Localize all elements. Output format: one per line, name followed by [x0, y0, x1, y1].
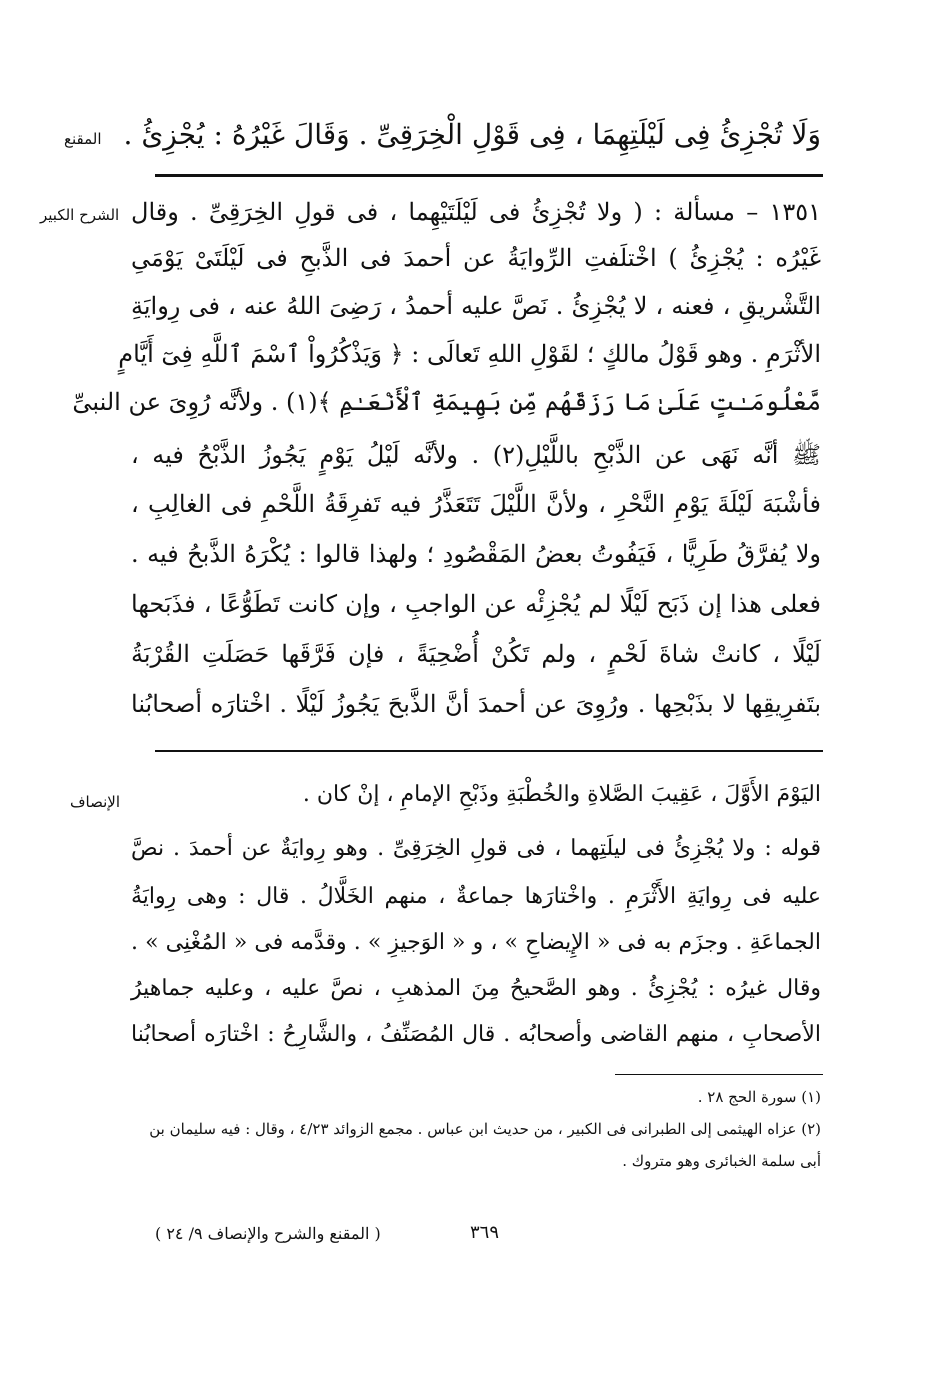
matn-divider: [155, 174, 823, 177]
sharh-line: الأثْرَمِ . وهو قَوْلُ مالكٍ ؛ لقَوْلِ اللهِ تَعالَى : ﴿ وَيَذْكُرُواْ ٱسْمَ ٱللَّهِ فِىٓ أَيَّامٍ: [118, 340, 821, 368]
page-number: ٣٦٩: [470, 1222, 500, 1243]
side-label-muqni: المقنع: [64, 130, 102, 148]
footnote: (١) سورة الحج ٢٨ .: [697, 1088, 821, 1106]
side-label-insaf: الإنصاف: [70, 793, 121, 811]
sharh-line: لَيْلًا ، كانتْ شاةَ لَحْمٍ ، ولم تَكُنْ أُضْحِيَةً ، فإن فَرَّقَها حَصَلَتِ القُرْبَةُ: [131, 640, 821, 668]
sharh-line: بتَفرِيقِها لا بذَبْحِها . ورُوِىَ عن أحمدَ أنَّ الذَّبحَ يَجُوزُ لَيْلًا . اخْتارَه أصحابُنا: [131, 690, 822, 718]
footnote: أبى سلمة الخبائرى وهو متروك .: [622, 1152, 821, 1170]
matn-line: وَلَا تُجْزِئُ فِى لَيْلَتِهِمَا ، فِى قَوْلِ الْخِرَقِىِّ . وَقَالَ غَيْرُهُ : يُجْزِئُ .: [123, 118, 821, 151]
insaf-line: وقال غيرُه : يُجْزِئُ . وهو الصَّحيحُ مِنَ المذهبِ ، نصَّ عليه ، وعليه جماهيرُ: [131, 976, 821, 1001]
insaf-line: الجماعَةِ . وجزَم به فى « الإِيضاحِ » ، و « الوَجيزِ » . وقدَّمه فى « المُغْنِى » .: [131, 930, 821, 955]
sharh-line: التَّشْريقِ ، فعنه ، لا يُجْزِئُ . نَصَّ عليه أحمدُ ، رَضِىَ اللهُ عنه ، فى رِوايَةِ: [131, 292, 821, 320]
footnote-divider: [615, 1074, 823, 1075]
insaf-line: عليه فى رِوايَةِ الأَثْرَمِ . واخْتارَها جماعةٌ ، منهم الخَلَّالُ . قال : وهى رِوايَةُ: [131, 884, 821, 909]
sharh-line: ولا يُفرَّقُ طَرِيًّا ، فَيَفُوتُ بعضُ المَقْصُودِ ؛ ولهذا قالوا : يُكْرَهُ الذَّبحُ فيه .: [131, 540, 821, 568]
sharh-line: مَّعْلُومَـٰتٍ عَلَىٰ مَا رَزَقَهُم مِّن بَهِيمَةِ ٱلْأَنْعَـٰمِ ﴾(١) . ولأنَّه رُوِىَ عن النبىِّ: [72, 388, 821, 416]
insaf-first-line: اليَوْمَ الأَوَّلَ ، عَقِيبَ الصَّلاةِ والخُطْبَةِ وذَبْحِ الإمامِ ، إنْ كان .: [302, 782, 821, 807]
volume-reference: ( المقنع والشرح والإنصاف ٩/ ٢٤ ): [155, 1224, 381, 1243]
insaf-line: قوله : ولا يُجْزِئُ فى ليلَتِهما ، فى قولِ الخِرَقِىِّ . وهو رِوايَةٌ عن أحمدَ . نصَّ: [131, 836, 821, 861]
sharh-line: فعلى هذا إن ذَبَح لَيْلًا لم يُجْزِئْه عن الواجبِ ، وإن كانت تَطَوُّعًا ، فذَبَحها: [131, 590, 821, 618]
sharh-line: ١٣٥١ – مسألة : ( ولا تُجْزِئُ فى لَيْلَتَيْهِما ، فى قولِ الخِرَقِىِّ . وقال: [131, 198, 821, 226]
footnote: (٢) عزاه الهيثمى إلى الطبرانى فى الكبير ، من حديث ابن عباس . مجمع الزوائد ٤/٢٣ ، وقال : فيه سليمان بن: [149, 1120, 821, 1138]
sharh-line: ﷺ أنَّه نَهَى عن الذَّبْحِ باللَّيْلِ(٢) . ولأنَّه لَيْلُ يَوْمٍ يَجُوزُ الذَّبْحُ فيه ،: [131, 441, 821, 469]
side-label-sharh: الشرح الكبير: [40, 206, 120, 224]
sharh-line: فأشْبَهَ لَيْلَةَ يَوْمِ النَّحْرِ ، ولأنَّ اللَّيْلَ تَتَعَذَّرُ فيه تَفرِقَةُ اللَّحْمِ فى الغالِبِ ،: [131, 490, 821, 518]
sharh-line: غَيْرُه : يُجْزِئُ ) اخْتلَفتِ الرِّوايَةُ عن أحمدَ فى الذَّبحِ فى لَيْلَتَىْ يَوْمَىِ: [131, 244, 821, 272]
insaf-line: الأصحابِ ، منهم القاضى وأصحابُه . قال المُصَنِّفُ ، والشَّارِحُ : اخْتارَه أصحابُنا: [131, 1022, 821, 1047]
sharh-divider: [155, 750, 823, 752]
